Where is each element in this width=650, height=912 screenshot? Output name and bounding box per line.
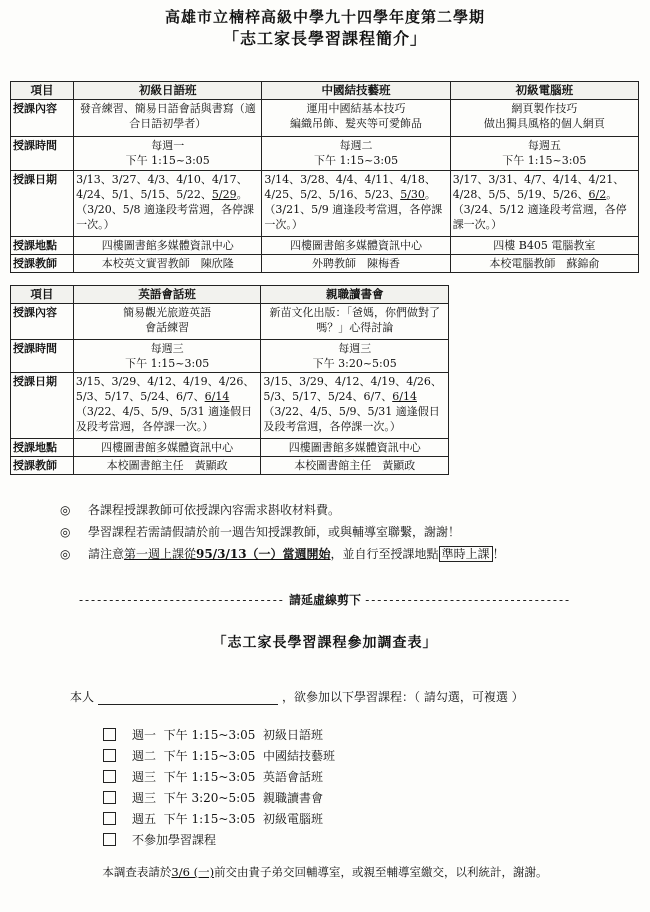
note-item: ◎ 各課程授課教師可依授課內容需求斟收材料費。 [60,499,505,521]
cut-label: 請延虛線剪下 [288,593,361,607]
content-cell: 簡易觀光旅遊英語 會話練習 [73,304,261,340]
dates-cell: 3/15、3/29、4/12、4/19、4/26、5/3、5/17、5/24、6/7、6/14（3/22、4/5、5/9、5/31 適逢假日及段考當週，各停課一次。） [73,373,261,439]
row-label-dates: 授課日期 [11,171,74,237]
dates-cell: 3/14、3/28、4/4、4/11、4/18、4/25、5/2、5/16、5/23、5/30。（3/21、5/9 適逢段考當週，各停課一次。） [262,171,450,237]
course-header-reading: 親職讀書會 [261,286,449,304]
time-cell: 每週一 下午 1:15~3:05 [74,137,262,171]
course-header-knot: 中國結技藝班 [262,82,450,100]
teacher-cell: 本校圖書館主任 黃顯政 [261,457,449,475]
checkbox[interactable] [103,833,116,846]
page-title: 「志工家長學習課程簡介」 [222,29,427,48]
teacher-cell: 本校電腦教師 蘇錦俞 [450,255,638,273]
checkbox[interactable] [103,791,116,804]
course-header-english: 英語會話班 [73,286,261,304]
item-header: 項目 [11,82,74,100]
course-options [103,724,335,850]
content-cell: 發音練習、簡易日語會話與書寫（適合日語初學者） [74,100,262,137]
option-reading[interactable]: 週三 下午 3:20~5:05 親職讀書會 [103,787,335,808]
dates-cell: 3/13、3/27、4/3、4/10、4/17、4/24、5/1、5/15、5/22、5/29。（3/20、5/8 適逢段考當週，各停課一次。） [74,171,262,237]
teacher-cell: 本校圖書館主任 黃顯政 [73,457,261,475]
place-cell: 四樓 B405 電腦教室 [450,237,638,255]
course-header-japanese: 初級日語班 [74,82,262,100]
place-cell: 四樓圖書館多媒體資訊中心 [261,439,449,457]
time-cell: 每週五 下午 1:15~3:05 [450,137,638,171]
checkbox[interactable] [103,728,116,741]
content-cell: 新苗文化出版：「爸媽，你們做對了嗎？」心得討論 [261,304,449,340]
row-label-time: 授課時間 [11,137,74,171]
row-label-content: 授課內容 [11,304,74,340]
row-label-time: 授課時間 [11,340,74,373]
dates-cell: 3/17、3/31、4/7、4/14、4/21、4/28、5/5、5/19、5/26、6/2。（3/24、5/12 適逢段考當週，各停課一次。） [450,171,638,237]
teacher-cell: 外聘教師 陳梅香 [262,255,450,273]
row-label-place: 授課地點 [11,439,74,457]
option-knot[interactable]: 週二 下午 1:15~3:05 中國結技藝班 [103,745,335,766]
bullet-icon: ◎ [60,503,71,517]
time-cell: 每週三 下午 3:20~5:05 [261,340,449,373]
dates-cell: 3/15、3/29、4/12、4/19、4/26、5/3、5/17、5/24、6/7、6/14（3/22、4/5、5/9、5/31 適逢假日及段考當週，各停課一次。） [261,373,449,439]
row-label-dates: 授課日期 [11,373,74,439]
school-title: 高雄市立楠梓高級中學九十四學年度第二學期 [164,8,485,26]
bullet-icon: ◎ [60,547,71,561]
row-label-teacher: 授課教師 [11,457,74,475]
course-header-computer: 初級電腦班 [450,82,638,100]
checkbox[interactable] [103,749,116,762]
place-cell: 四樓圖書館多媒體資訊中心 [73,439,261,457]
content-cell: 網頁製作技巧 做出獨具風格的個人網頁 [450,100,638,137]
row-label-teacher: 授課教師 [11,255,74,273]
time-cell: 每週二 下午 1:15~3:05 [262,137,450,171]
item-header: 項目 [11,286,74,304]
form-title: 「志工家長學習課程參加調查表」 [212,635,438,651]
note-item: ◎ 學習課程若需請假請於前一週告知授課教師，或與輔導室聯繫，謝謝！ [60,521,505,543]
note-item: ◎ 請注意第一週上課從95/3/13（一）當週開始，並自行至授課地點 準時上課 ！ [60,543,505,565]
form-footer: 本調查表請於3/6 (一)前交由貴子弟交回輔導室，或親至輔導室繳交，以利統計，謝謝。 [102,865,548,879]
place-cell: 四樓圖書館多媒體資訊中心 [74,237,262,255]
option-computer[interactable]: 週五 下午 1:15~3:05 初級電腦班 [103,808,335,829]
name-line: 本人 ，欲參加以下學習課程：（ 請勾選，可複選 ） [70,690,524,704]
checkbox[interactable] [103,770,116,783]
row-label-place: 授課地點 [11,237,74,255]
option-none[interactable]: 不參加學習課程 [103,829,335,850]
option-japanese[interactable]: 週一 下午 1:15~3:05 初級日語班 [103,724,335,745]
option-english[interactable]: 週三 下午 1:15~3:05 英語會話班 [103,766,335,787]
cut-line: ---------------------------------- 請延虛線剪下 ---------------------------------- [78,593,572,607]
content-cell: 運用中國結基本技巧 編織吊飾、髮夾等可愛飾品 [262,100,450,137]
notes-list [60,499,505,565]
name-field[interactable] [98,690,278,705]
teacher-cell: 本校英文實習教師 陳欣隆 [74,255,262,273]
place-cell: 四樓圖書館多媒體資訊中心 [262,237,450,255]
course-table-2 [10,285,449,475]
time-cell: 每週三 下午 1:15~3:05 [73,340,261,373]
row-label-content: 授課內容 [11,100,74,137]
bullet-icon: ◎ [60,525,71,539]
checkbox[interactable] [103,812,116,825]
course-table-1 [10,81,639,273]
